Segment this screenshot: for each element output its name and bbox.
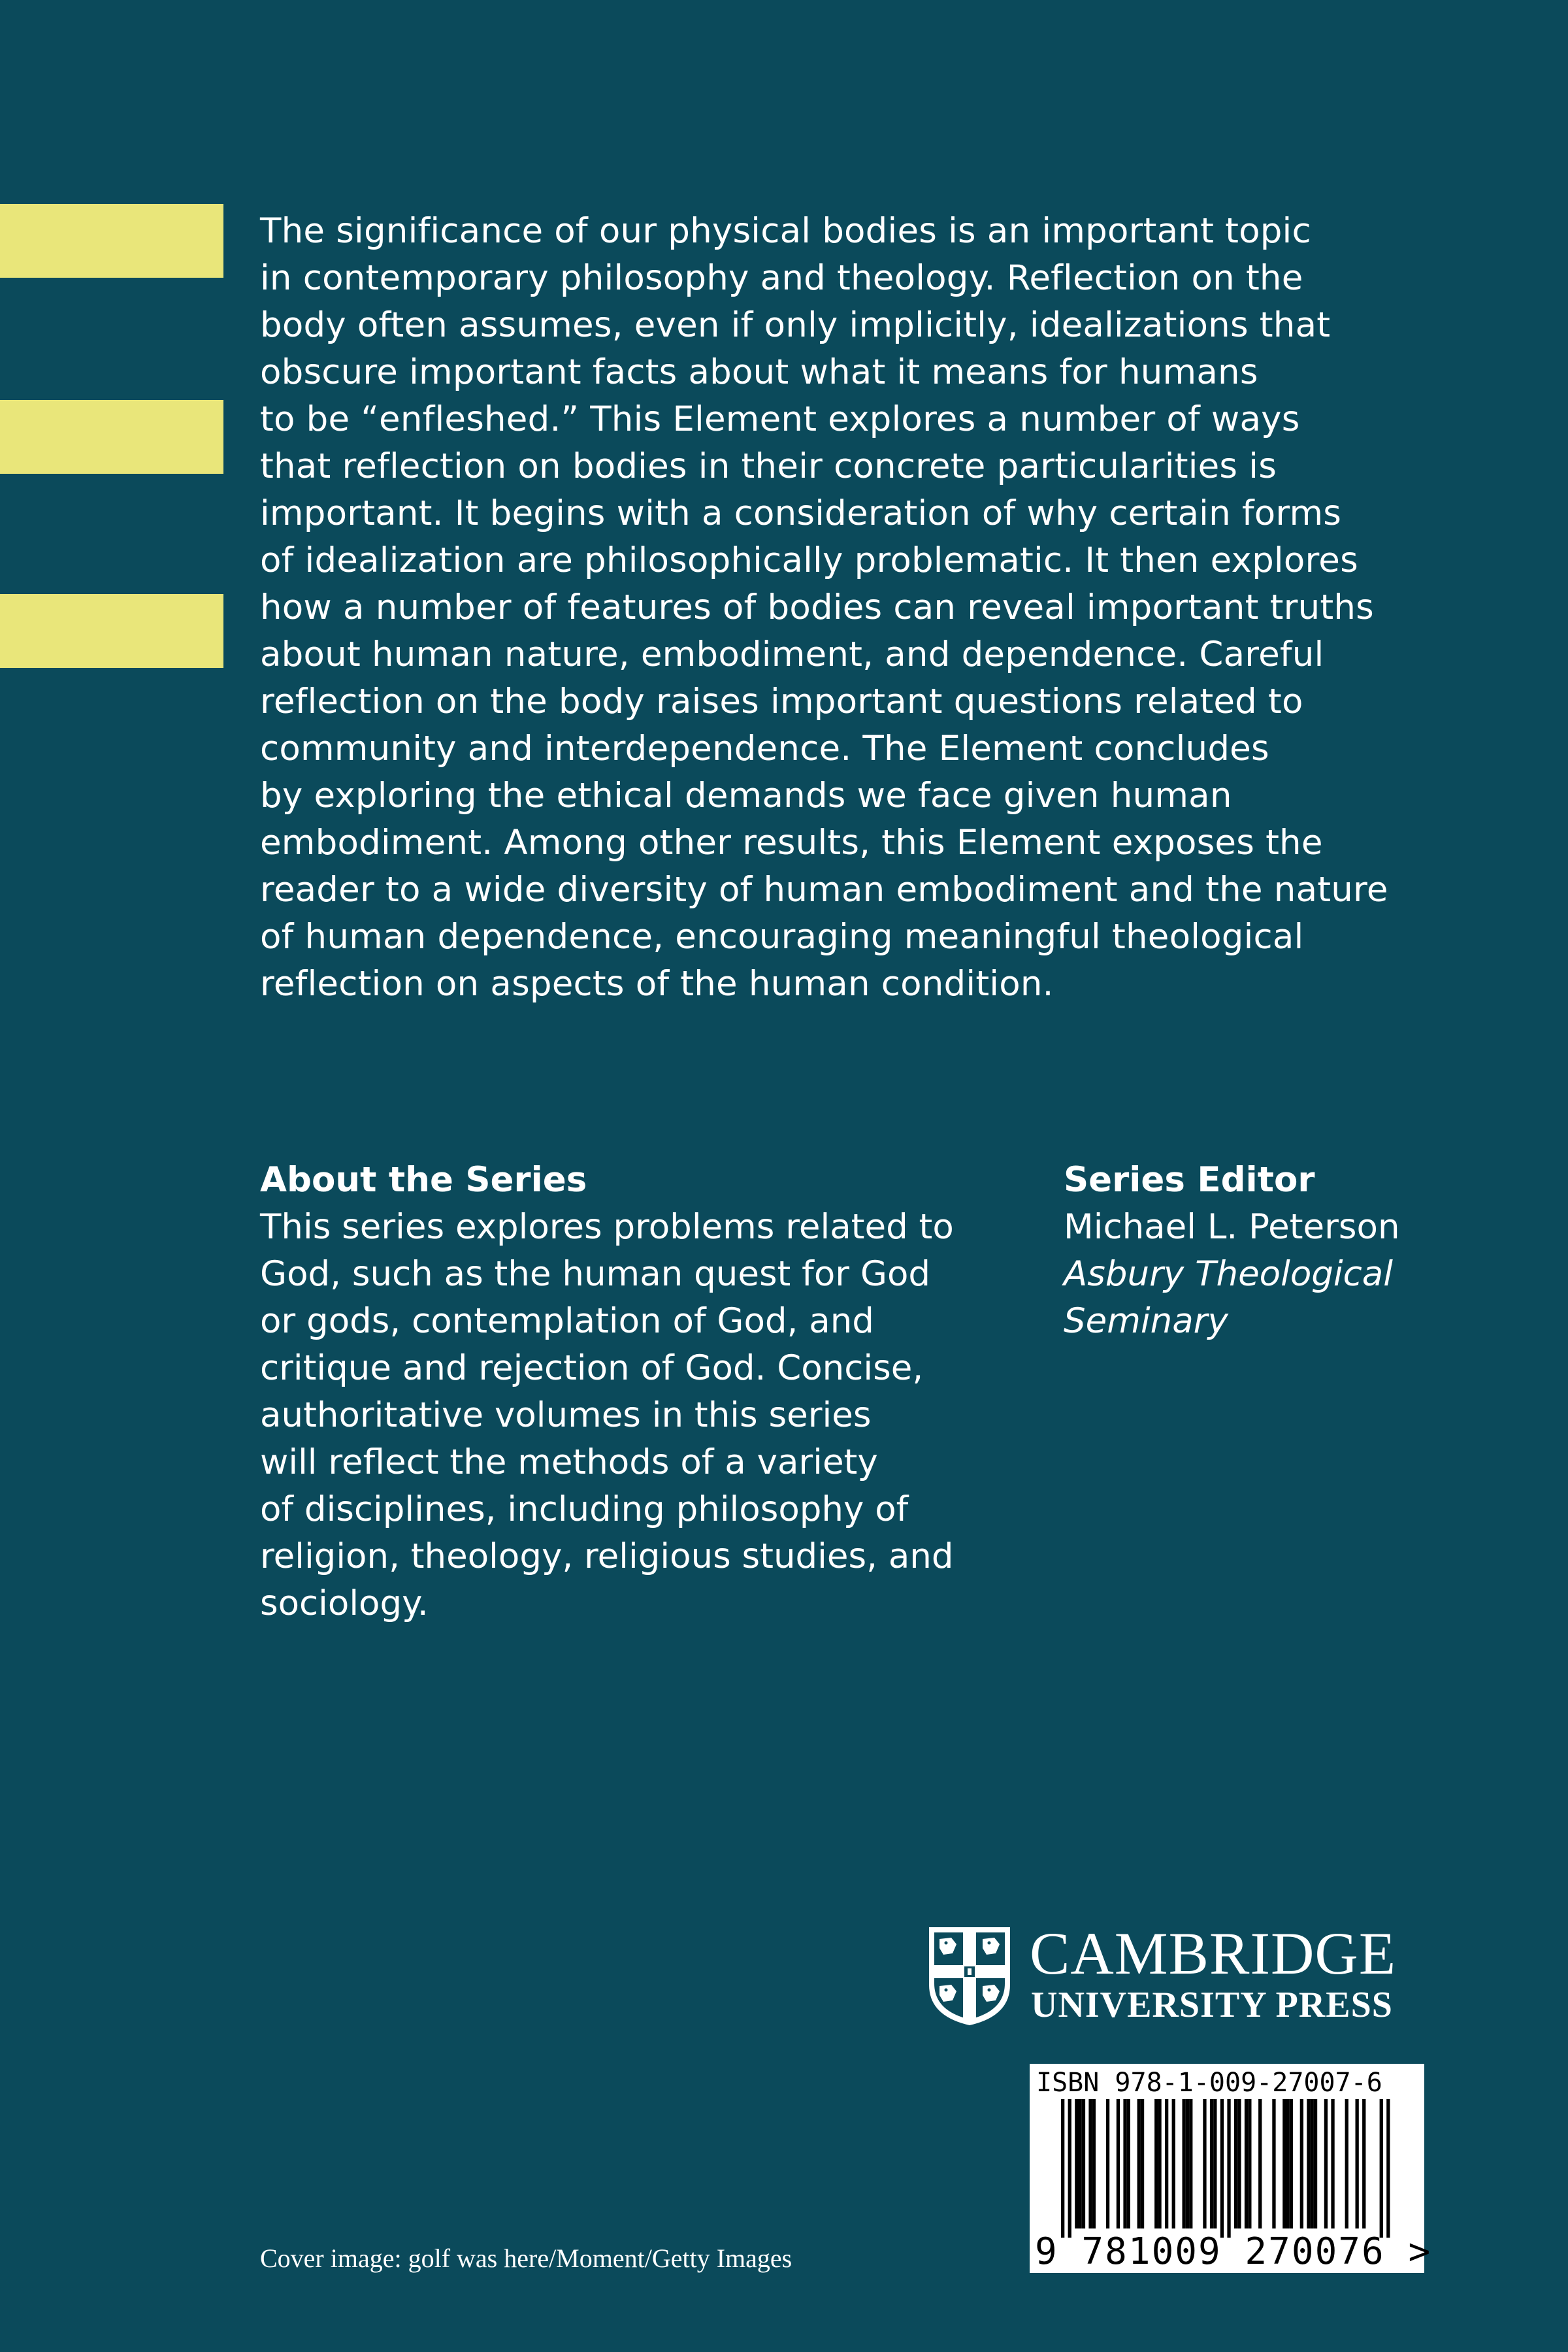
barcode-bar xyxy=(1158,2099,1161,2228)
publisher-logo xyxy=(926,1920,1423,2029)
barcode-bar xyxy=(1172,2099,1175,2228)
barcode-bar xyxy=(1282,2099,1286,2228)
barcode-bar xyxy=(1220,2099,1224,2238)
barcode-bar xyxy=(1345,2099,1348,2228)
barcode-bar xyxy=(1165,2099,1168,2228)
barcode-bar xyxy=(1331,2099,1334,2228)
barcode-bar xyxy=(1141,2099,1144,2228)
description-line: embodiment. Among other results, this Element exposes the xyxy=(260,823,1323,863)
description-line: that reflection on bodies in their concrete particularities is xyxy=(260,446,1277,486)
barcode-bar xyxy=(1186,2099,1189,2228)
about-series-line: sociology. xyxy=(260,1583,429,1623)
barcode-bar xyxy=(1311,2099,1314,2228)
barcode-bar xyxy=(1314,2099,1317,2228)
barcode-bar xyxy=(1380,2099,1383,2238)
description-line: about human nature, embodiment, and dependence. Careful xyxy=(260,635,1324,674)
publisher-name: CAMBRIDGE xyxy=(1030,1920,1397,1987)
description-line: to be “enfleshed.” This Element explores a number of ways xyxy=(260,399,1300,439)
series-editor-affiliation: Seminary xyxy=(1064,1301,1228,1341)
barcode-bar xyxy=(1300,2099,1303,2228)
about-series-line: or gods, contemplation of God, and xyxy=(260,1301,874,1341)
barcode-bar xyxy=(1154,2099,1158,2228)
description-line: body often assumes, even if only implicitly, idealizations that xyxy=(260,305,1331,345)
series-editor-name: Michael L. Peterson xyxy=(1064,1207,1400,1247)
barcode-bar xyxy=(1183,2099,1186,2228)
description-line: of human dependence, encouraging meaningful theological xyxy=(260,917,1304,957)
about-series-section xyxy=(260,1157,1011,1627)
barcode-bar xyxy=(1068,2099,1071,2238)
about-series-line: authoritative volumes in this series xyxy=(260,1395,872,1435)
barcode-bar xyxy=(1061,2099,1064,2238)
description-line: obscure important facts about what it means for humans xyxy=(260,352,1258,392)
barcode-bar xyxy=(1117,2099,1120,2228)
barcode-bar xyxy=(1092,2099,1096,2228)
barcode-digits: 9 781009 270076 > xyxy=(1035,2230,1432,2273)
accent-bar-bottom xyxy=(0,594,223,668)
barcode-bar xyxy=(1258,2099,1262,2228)
barcode-bar xyxy=(1075,2099,1078,2228)
cambridge-crest-icon xyxy=(926,1925,1013,2028)
description-line: how a number of features of bodies can reveal important truths xyxy=(260,588,1374,627)
barcode-bar xyxy=(1227,2099,1230,2238)
barcode-bar xyxy=(1127,2099,1130,2228)
series-editor-heading: Series Editor xyxy=(1064,1160,1315,1200)
about-series-line: of disciplines, including philosophy of xyxy=(260,1489,909,1529)
publisher-subtitle: UNIVERSITY PRESS xyxy=(1031,1985,1393,2025)
barcode-bar xyxy=(1248,2099,1251,2228)
barcode-bar xyxy=(1234,2099,1237,2228)
about-series-line: This series explores problems related to xyxy=(260,1207,954,1247)
barcode-bar xyxy=(1362,2099,1365,2228)
barcode-bar xyxy=(1324,2099,1328,2228)
about-series-line: religion, theology, religious studies, and xyxy=(260,1536,954,1576)
barcode-bar xyxy=(1088,2099,1092,2228)
description-line: in contemporary philosophy and theology. Reflection on the xyxy=(260,258,1303,298)
series-editor-affiliation: Asbury Theological xyxy=(1064,1254,1393,1294)
cover-image-credit: Cover image: golf was here/Moment/Getty Images xyxy=(260,2244,792,2273)
barcode-bar xyxy=(1356,2099,1359,2228)
about-series-line: will reflect the methods of a variety xyxy=(260,1442,878,1482)
about-series-line: critique and rejection of God. Concise, xyxy=(260,1348,924,1388)
description-line: reflection on the body raises important questions related to xyxy=(260,682,1303,721)
accent-bar-middle xyxy=(0,400,223,474)
about-series-heading: About the Series xyxy=(260,1160,587,1200)
barcode-bar xyxy=(1106,2099,1109,2228)
barcode-bar xyxy=(1237,2099,1241,2228)
isbn-label: ISBN 978-1-009-27007-6 xyxy=(1036,2068,1382,2098)
accent-bar-top xyxy=(0,204,223,278)
barcode-bar xyxy=(1286,2099,1290,2228)
description-line: community and interdependence. The Element concludes xyxy=(260,729,1269,769)
description-line: by exploring the ethical demands we face given human xyxy=(260,776,1232,816)
series-editor-section xyxy=(1064,1157,1469,1345)
barcode-bar xyxy=(1290,2099,1293,2228)
barcode-bar xyxy=(1189,2099,1192,2228)
description-line: important. It begins with a consideration of why certain forms xyxy=(260,493,1342,533)
barcode-bar xyxy=(1245,2099,1248,2228)
barcode-bar xyxy=(1386,2099,1390,2238)
barcode-bar xyxy=(1137,2099,1141,2228)
book-description xyxy=(260,208,1443,1008)
description-line: of idealization are philosophically problematic. It then explores xyxy=(260,540,1358,580)
about-series-line: God, such as the human quest for God xyxy=(260,1254,931,1294)
barcode-bar xyxy=(1213,2099,1217,2228)
barcode-bar xyxy=(1203,2099,1206,2228)
description-line: reflection on aspects of the human condition. xyxy=(260,964,1054,1004)
barcode-bar xyxy=(1210,2099,1213,2228)
barcode-bar xyxy=(1123,2099,1126,2228)
barcode-bar xyxy=(1079,2099,1082,2228)
description-line: The significance of our physical bodies is an important topic xyxy=(260,211,1311,251)
isbn-barcode xyxy=(1030,2064,1432,2273)
barcode-bar xyxy=(1272,2099,1275,2228)
barcode-bar xyxy=(1082,2099,1085,2228)
barcode-bar xyxy=(1307,2099,1310,2228)
description-line: reader to a wide diversity of human embodiment and the nature xyxy=(260,870,1388,910)
